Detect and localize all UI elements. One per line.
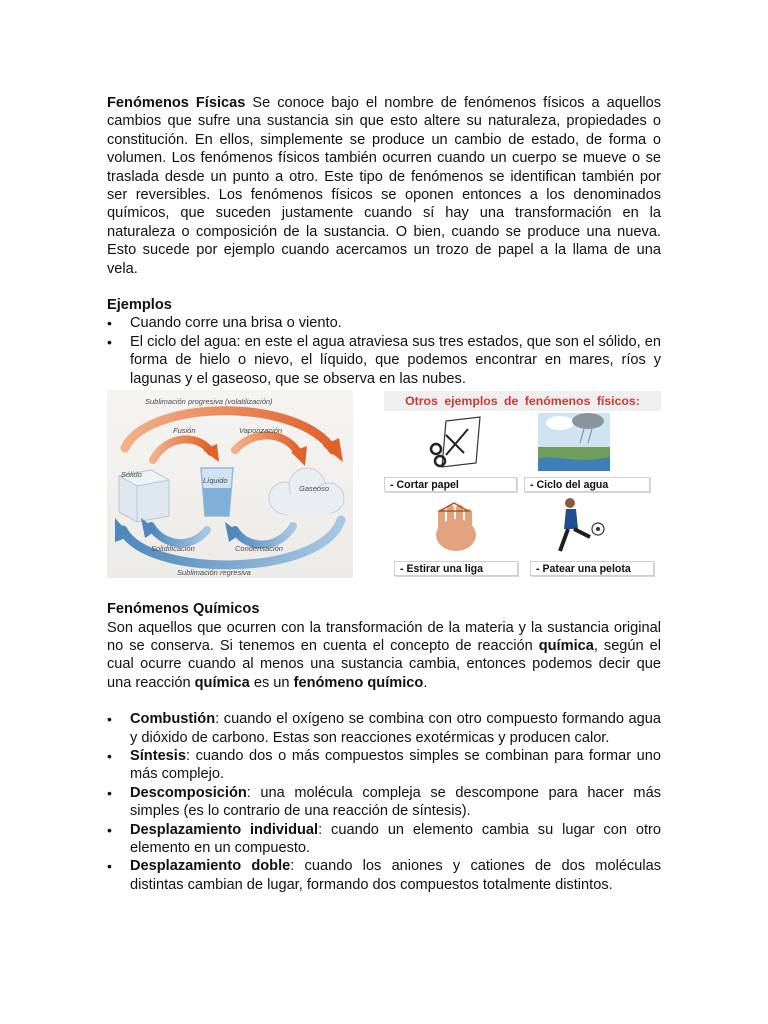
list-item: • Desplazamiento individual: cuando un elemento cambia su lugar con otro elemento en un compuesto. — [107, 821, 661, 858]
physical-examples-image — [384, 391, 661, 581]
water-cycle-picture — [538, 413, 610, 471]
solidification-label: Solidificación — [151, 544, 195, 554]
soccer-player-picture — [560, 498, 604, 551]
examples-image-title: Otros ejemplos de fenómenos físicos: — [405, 394, 640, 409]
examples-list — [107, 314, 661, 388]
images-row — [107, 390, 661, 586]
intro-heading: Fenómenos Físicas — [107, 95, 246, 111]
solid-label: Sólido — [121, 470, 142, 480]
condensation-arrow — [235, 526, 293, 545]
example-label-water-cycle: - Ciclo del agua — [524, 477, 650, 492]
liquid-label: Líquido — [203, 476, 228, 486]
list-item: • Desplazamiento doble: cuando los aniones y cationes de dos moléculas distintas cambian de lugar, formando dos compuestos totalmente distintos. — [107, 857, 661, 894]
list-item: • Cuando corre una brisa o viento. — [107, 314, 661, 332]
examples-heading: Ejemplos — [107, 297, 172, 314]
list-item: • Descomposición: una molécula compleja se descompone para hacer más simples (es lo contrario de una reacción de síntesis). — [107, 784, 661, 821]
sublimation-regressive-label: Sublimación regresiva — [177, 568, 251, 578]
example-label-kick-ball: - Patear una pelota — [530, 561, 654, 576]
gas-label: Gaseoso — [299, 484, 330, 494]
example-label-cut-paper: - Cortar papel — [384, 477, 517, 492]
sublimation-progressive-label: Sublimación progresiva (volatilización) — [145, 397, 273, 407]
fusion-label: Fusión — [173, 426, 196, 436]
document-page — [107, 94, 661, 894]
vaporization-label: Vaporización — [239, 426, 283, 436]
fusion-arrow — [153, 439, 211, 460]
intro-paragraph — [107, 94, 661, 278]
example-label-stretch-band: - Estirar una liga — [394, 561, 518, 576]
sublimation-progressive-arrow — [125, 411, 333, 450]
states-of-matter-diagram — [107, 390, 353, 578]
scissors-icon — [431, 417, 480, 467]
list-item: • Combustión: cuando el oxígeno se combina con otro compuesto formando agua y dióxido de carbono. Estas son reacciones exotérmicas y producen calor. — [107, 710, 661, 747]
quimicos-paragraph: Son aquellos que ocurren con la transformación de la materia y la sustancia original no se conserva. Si tenemos en cuenta el concepto de reacción química, según el cual ocurre cuando al menos una sustancia cambia, entonces podemos decir que una reacción química es un fenómeno químico. — [107, 619, 661, 691]
list-item: • El ciclo del agua: en este el agua atraviesa sus tres estados, que son el sólido, en forma de hielo o nievo, el líquido, que podemos encontrar en mares, ríos y lagunas y el gaseoso, que se observa en las nubes. — [107, 333, 661, 388]
reaction-types-list — [107, 710, 661, 894]
vaporization-arrow — [235, 435, 299, 454]
list-item: • Síntesis: cuando dos o más compuestos simples se combinan para formar uno más complejo. — [107, 747, 661, 784]
solidification-arrow — [151, 526, 207, 543]
quimicos-heading: Fenómenos Químicos — [107, 601, 260, 618]
hand-rubber-band-picture — [436, 503, 476, 551]
intro-text: Se conoce bajo el nombre de fenómenos físicos a aquellos cambios que sufre una sustancia sin que esto altere su naturaleza, propiedades o constitución. En ellos, simplemente se produce un cambio de estado, de forma o volumen. Los fenómenos físicos también ocurren cuando un cuerpo se mueve o se traslada desde un punto a otro. Este tipo de fenómenos se identifican también por ser reversibles. Los fenómenos físicos se oponen entonces a los denominados químicos, que suceden justamente cuando sí hay una transformación en la naturaleza o composición de la sustancia. O bien, cuando se produce una nueva. Esto sucede por ejemplo cuando acercamos un trozo de papel a la llama de una vela. — [107, 95, 661, 277]
condensation-label: Condensación — [235, 544, 283, 554]
